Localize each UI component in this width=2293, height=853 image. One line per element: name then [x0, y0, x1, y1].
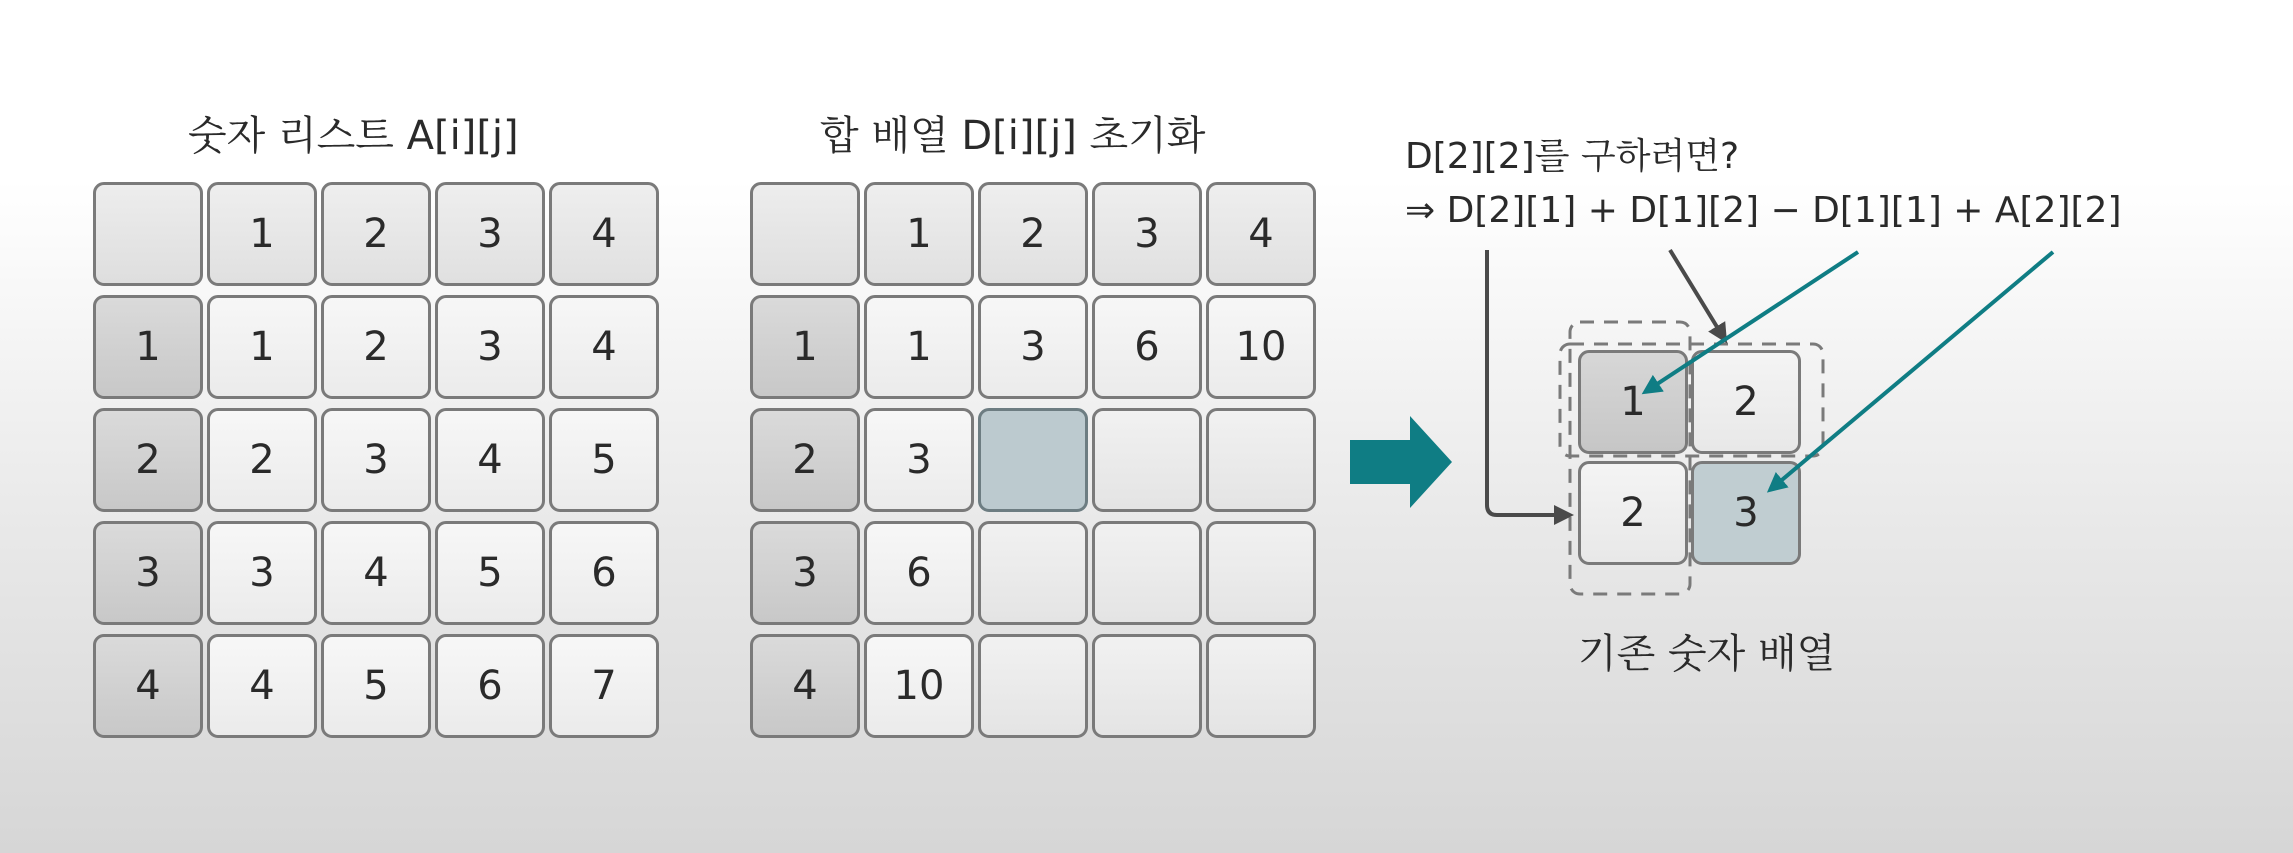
left-table-title: 숫자 리스트 A[i][j]	[188, 113, 519, 159]
arrow-d12	[1670, 250, 1725, 340]
middle_table-col-header: 1	[864, 182, 974, 286]
middle_table-cell: 3	[978, 295, 1088, 399]
left_table-cell: 7	[549, 634, 659, 738]
middle_table-cell	[1092, 521, 1202, 625]
left_table-cell: 2	[321, 295, 431, 399]
middle_table-row-header: 4	[750, 634, 860, 738]
middle_table-cell	[1206, 521, 1316, 625]
left_table-row-header: 2	[93, 408, 203, 512]
middle_table-col-header: 2	[978, 182, 1088, 286]
middle_table-col-header: 4	[1206, 182, 1316, 286]
middle_table-cell	[978, 408, 1088, 512]
middle-table-title: 합 배열 D[i][j] 초기화	[820, 113, 1206, 159]
left_table-col-header: 2	[321, 182, 431, 286]
middle_table-cell: 10	[864, 634, 974, 738]
left_table-cell: 5	[321, 634, 431, 738]
left_table-cell: 2	[207, 408, 317, 512]
left_table-cell: 6	[435, 634, 545, 738]
small-grid-cell-1-2: 2	[1691, 350, 1801, 454]
middle_table-cell	[1206, 634, 1316, 738]
middle_table-cell: 6	[864, 521, 974, 625]
formula-text: ⇒ D[2][1] + D[1][2] − D[1][1] + A[2][2]	[1405, 190, 2122, 231]
left_table-cell: 1	[207, 295, 317, 399]
question-text: D[2][2]를 구하려면?	[1405, 136, 1740, 177]
left_table-col-header: 4	[549, 182, 659, 286]
middle_table-row-header: 1	[750, 295, 860, 399]
middle_table-cell	[1092, 634, 1202, 738]
middle_table-cell	[978, 634, 1088, 738]
left_table-cell: 5	[435, 521, 545, 625]
left_table-row-header: 1	[93, 295, 203, 399]
left_table-corner-cell	[93, 182, 203, 286]
middle_table-cell: 3	[864, 408, 974, 512]
left_table-cell: 3	[435, 295, 545, 399]
middle_table-cell	[1206, 408, 1316, 512]
middle_table-cell	[1092, 408, 1202, 512]
left_table-col-header: 3	[435, 182, 545, 286]
left_table-cell: 4	[549, 295, 659, 399]
small-grid-cell-2-2: 3	[1691, 461, 1801, 565]
left_table-cell: 4	[207, 634, 317, 738]
left_table-cell: 6	[549, 521, 659, 625]
arrow-a22	[1770, 252, 2053, 490]
left_table-row-header: 4	[93, 634, 203, 738]
small-grid-caption: 기존 숫자 배열	[1578, 631, 1836, 677]
left_table-cell: 3	[321, 408, 431, 512]
left_table-cell: 3	[207, 521, 317, 625]
small-grid-cell-1-1: 1	[1578, 350, 1688, 454]
left_table-row-header: 3	[93, 521, 203, 625]
left_table-cell: 4	[321, 521, 431, 625]
small-grid-cell-2-1: 2	[1578, 461, 1688, 565]
left_table-col-header: 1	[207, 182, 317, 286]
middle_table-row-header: 3	[750, 521, 860, 625]
arrow-d21	[1487, 250, 1570, 515]
middle_table-corner-cell	[750, 182, 860, 286]
middle_table-cell: 6	[1092, 295, 1202, 399]
middle_table-cell: 1	[864, 295, 974, 399]
left_table-cell: 4	[435, 408, 545, 512]
middle_table-col-header: 3	[1092, 182, 1202, 286]
left_table-cell: 5	[549, 408, 659, 512]
middle_table-row-header: 2	[750, 408, 860, 512]
middle_table-cell	[978, 521, 1088, 625]
middle_table-cell: 10	[1206, 295, 1316, 399]
